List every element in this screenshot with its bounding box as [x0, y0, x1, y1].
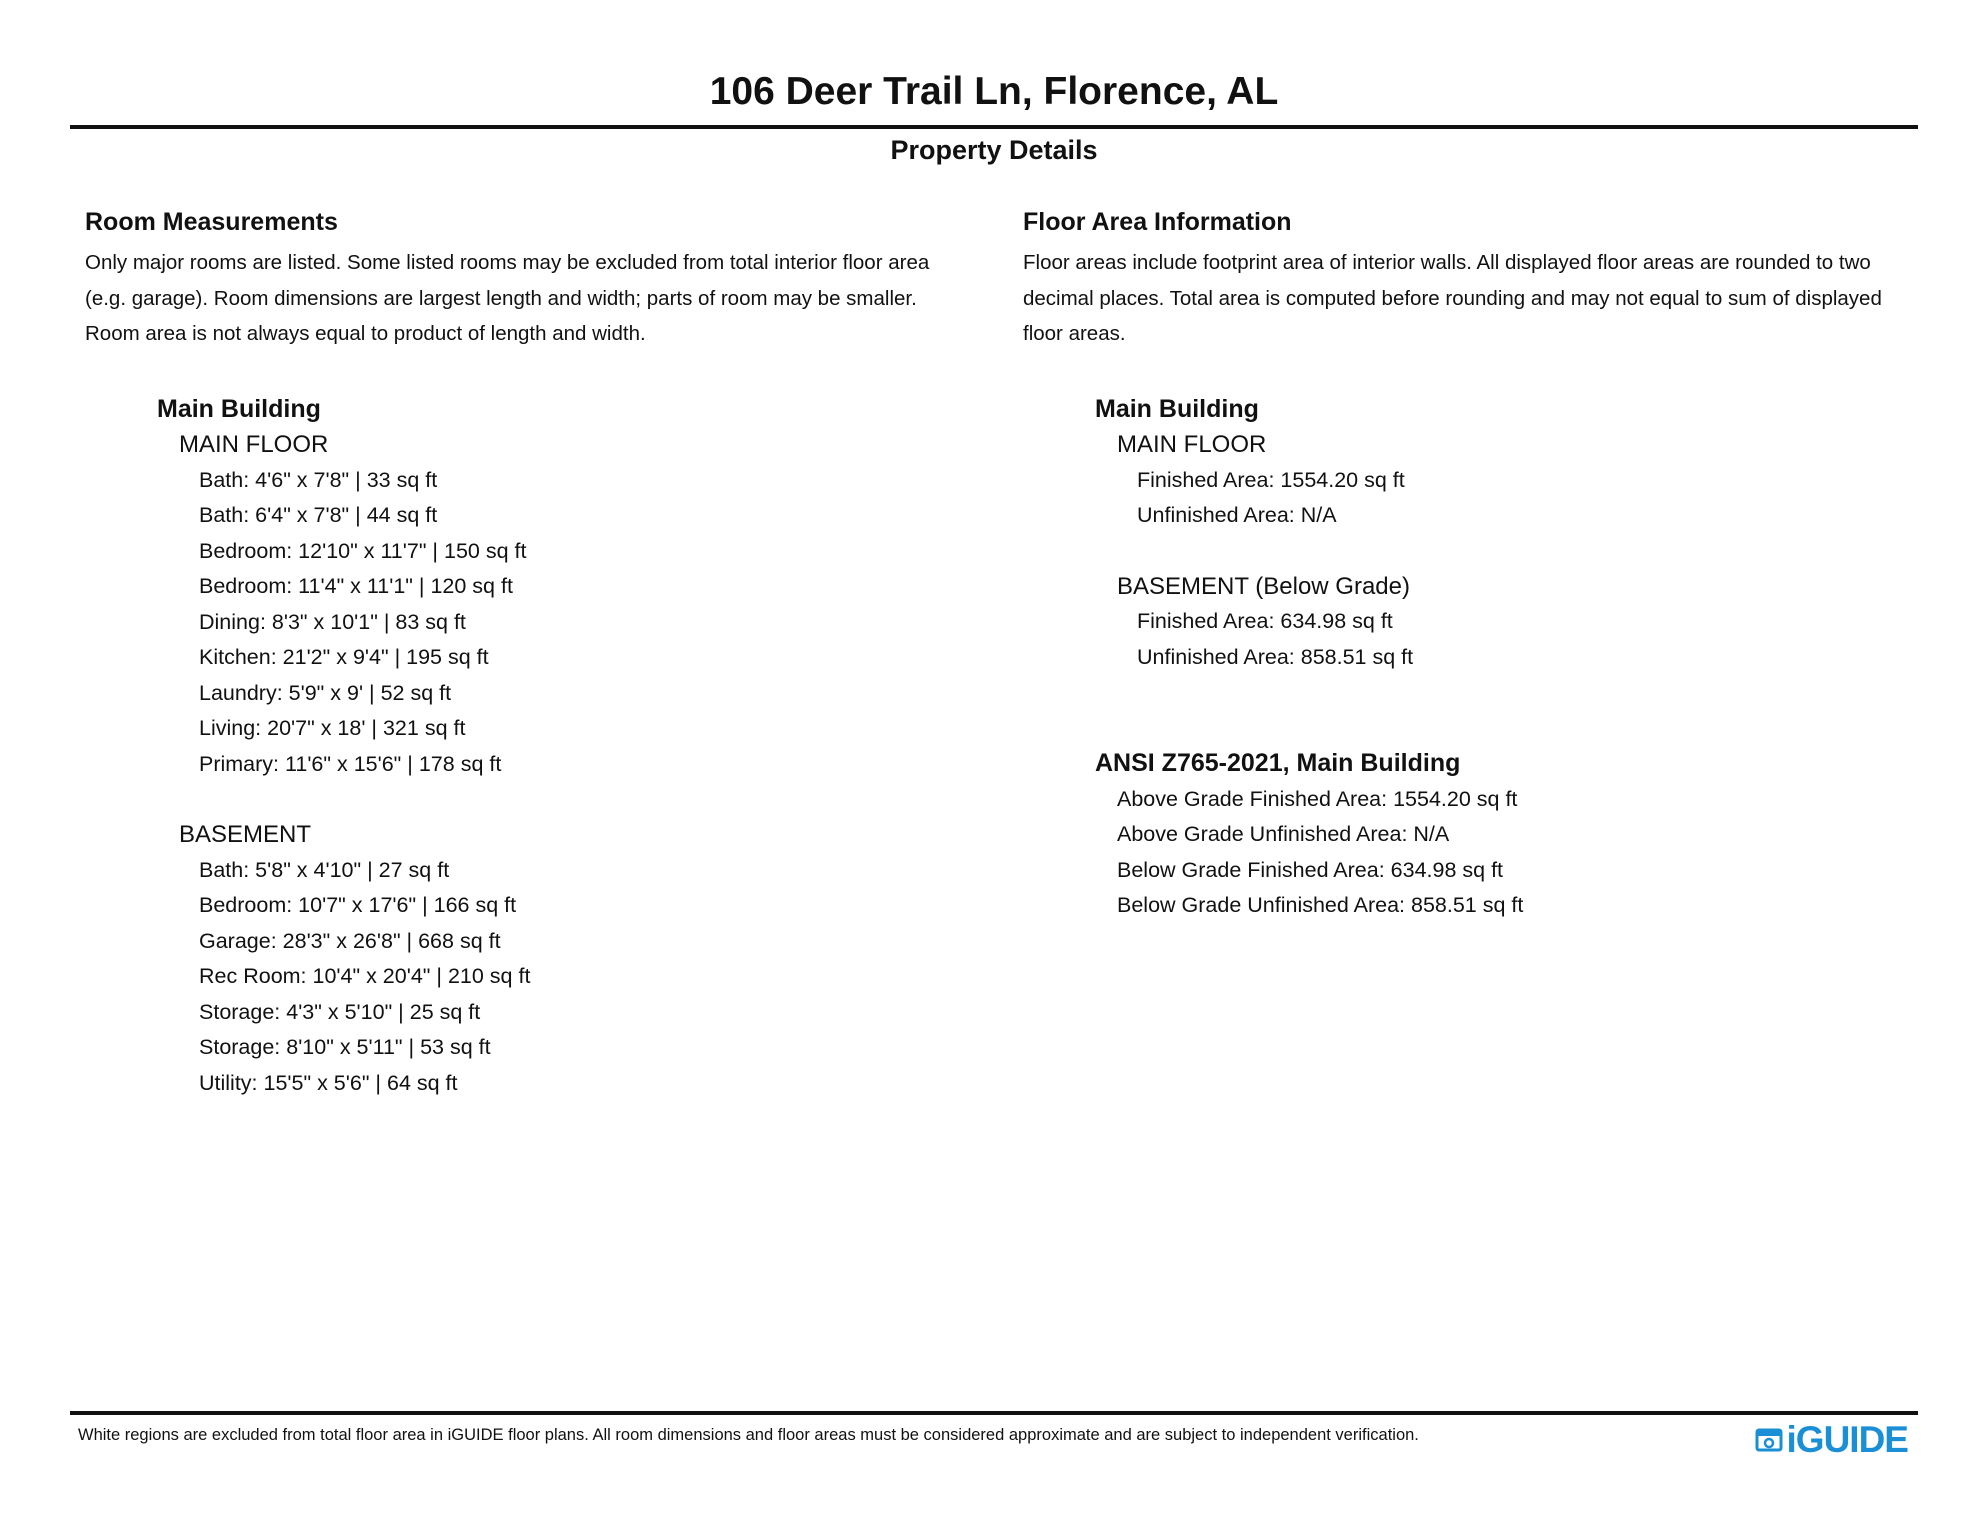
- building-title: Main Building: [1095, 394, 1259, 423]
- room-item: Kitchen: 21'2" x 9'4" | 195 sq ft: [199, 645, 489, 669]
- floor-label-basement: BASEMENT: [179, 821, 312, 848]
- description-line: Only major rooms are listed. Some listed rooms may be excluded from total interior floor area: [85, 251, 930, 274]
- room-item: Bath: 6'4" x 7'8" | 44 sq ft: [199, 503, 438, 527]
- description-line: (e.g. garage). Room dimensions are largest length and width; parts of room may be smaller.: [85, 286, 917, 310]
- room-item: Primary: 11'6" x 15'6" | 178 sq ft: [199, 751, 502, 776]
- area-item: Unfinished Area: 858.51 sq ft: [1137, 644, 1414, 669]
- area-item: Finished Area: 1554.20 sq ft: [1137, 467, 1405, 492]
- room-building-block: [85, 392, 985, 1102]
- room-item: Bath: 5'8" x 4'10" | 27 sq ft: [199, 857, 450, 882]
- description-line: Room area is not always equal to product of length and width.: [85, 322, 646, 345]
- main-floor-room-list: [85, 463, 985, 783]
- room-item: Bedroom: 10'7" x 17'6" | 166 sq ft: [199, 893, 517, 917]
- ansi-item: Below Grade Finished Area: 634.98 sq ft: [1117, 857, 1504, 882]
- room-measurements-heading: Room Measurements: [85, 208, 338, 236]
- floor-area-heading: Floor Area Information: [1023, 208, 1292, 236]
- footer-divider: [70, 1411, 1918, 1415]
- room-item: Bedroom: 11'4" x 11'1" | 120 sq ft: [199, 574, 513, 598]
- iguide-logo-icon: [1755, 1427, 1783, 1453]
- title-divider: [70, 125, 1918, 129]
- ansi-item: Below Grade Unfinished Area: 858.51 sq ft: [1117, 893, 1524, 917]
- footer-disclaimer: White regions are excluded from total floor area in iGUIDE floor plans. All room dimensions and floor areas must be considered approximate and are subject to independent verification.: [78, 1426, 1419, 1444]
- description-line: Floor areas include footprint area of interior walls. All displayed floor areas are rounded to two: [1023, 251, 1871, 274]
- area-item: Unfinished Area: N/A: [1137, 503, 1337, 527]
- room-item: Laundry: 5'9" x 9' | 52 sq ft: [199, 680, 452, 705]
- ansi-title: ANSI Z765-2021, Main Building: [1095, 749, 1461, 777]
- floor-area-description: [1023, 245, 1923, 352]
- room-item: Storage: 8'10" x 5'11" | 53 sq ft: [199, 1035, 491, 1059]
- room-item: Garage: 28'3" x 26'8" | 668 sq ft: [199, 928, 501, 953]
- room-item: Storage: 4'3" x 5'10" | 25 sq ft: [199, 999, 481, 1024]
- room-item: Living: 20'7" x 18' | 321 sq ft: [199, 716, 466, 740]
- description-line: floor areas.: [1023, 322, 1126, 345]
- description-line: decimal places. Total area is computed before rounding and may not equal to sum of displayed: [1023, 286, 1882, 310]
- floor-label-basement: BASEMENT (Below Grade): [1117, 572, 1410, 600]
- floor-label-main: MAIN FLOOR: [1117, 431, 1267, 458]
- basement-room-list: [85, 853, 985, 1102]
- room-item: Rec Room: 10'4" x 20'4" | 210 sq ft: [199, 964, 531, 988]
- ansi-item: Above Grade Unfinished Area: N/A: [1117, 822, 1450, 846]
- floor-area-section: [1023, 205, 1923, 924]
- iguide-logo-text: iGUIDE: [1786, 1419, 1908, 1460]
- area-building-block: [1023, 392, 1923, 924]
- room-measurements-section: [85, 205, 985, 1101]
- building-title: Main Building: [157, 394, 321, 423]
- room-item: Bath: 4'6" x 7'8" | 33 sq ft: [199, 467, 438, 492]
- room-item: Dining: 8'3" x 10'1" | 83 sq ft: [199, 609, 466, 634]
- iguide-logo: [1755, 1420, 1908, 1460]
- page-title: 106 Deer Trail Ln, Florence, AL: [709, 70, 1279, 113]
- room-item: Bedroom: 12'10" x 11'7" | 150 sq ft: [199, 538, 527, 563]
- room-measurements-description: [85, 245, 985, 352]
- ansi-item: Above Grade Finished Area: 1554.20 sq ft: [1117, 786, 1518, 811]
- page-subtitle: Property Details: [890, 135, 1098, 165]
- room-item: Utility: 15'5" x 5'6" | 64 sq ft: [199, 1070, 458, 1095]
- area-item: Finished Area: 634.98 sq ft: [1137, 609, 1393, 633]
- floor-label-main: MAIN FLOOR: [179, 431, 329, 458]
